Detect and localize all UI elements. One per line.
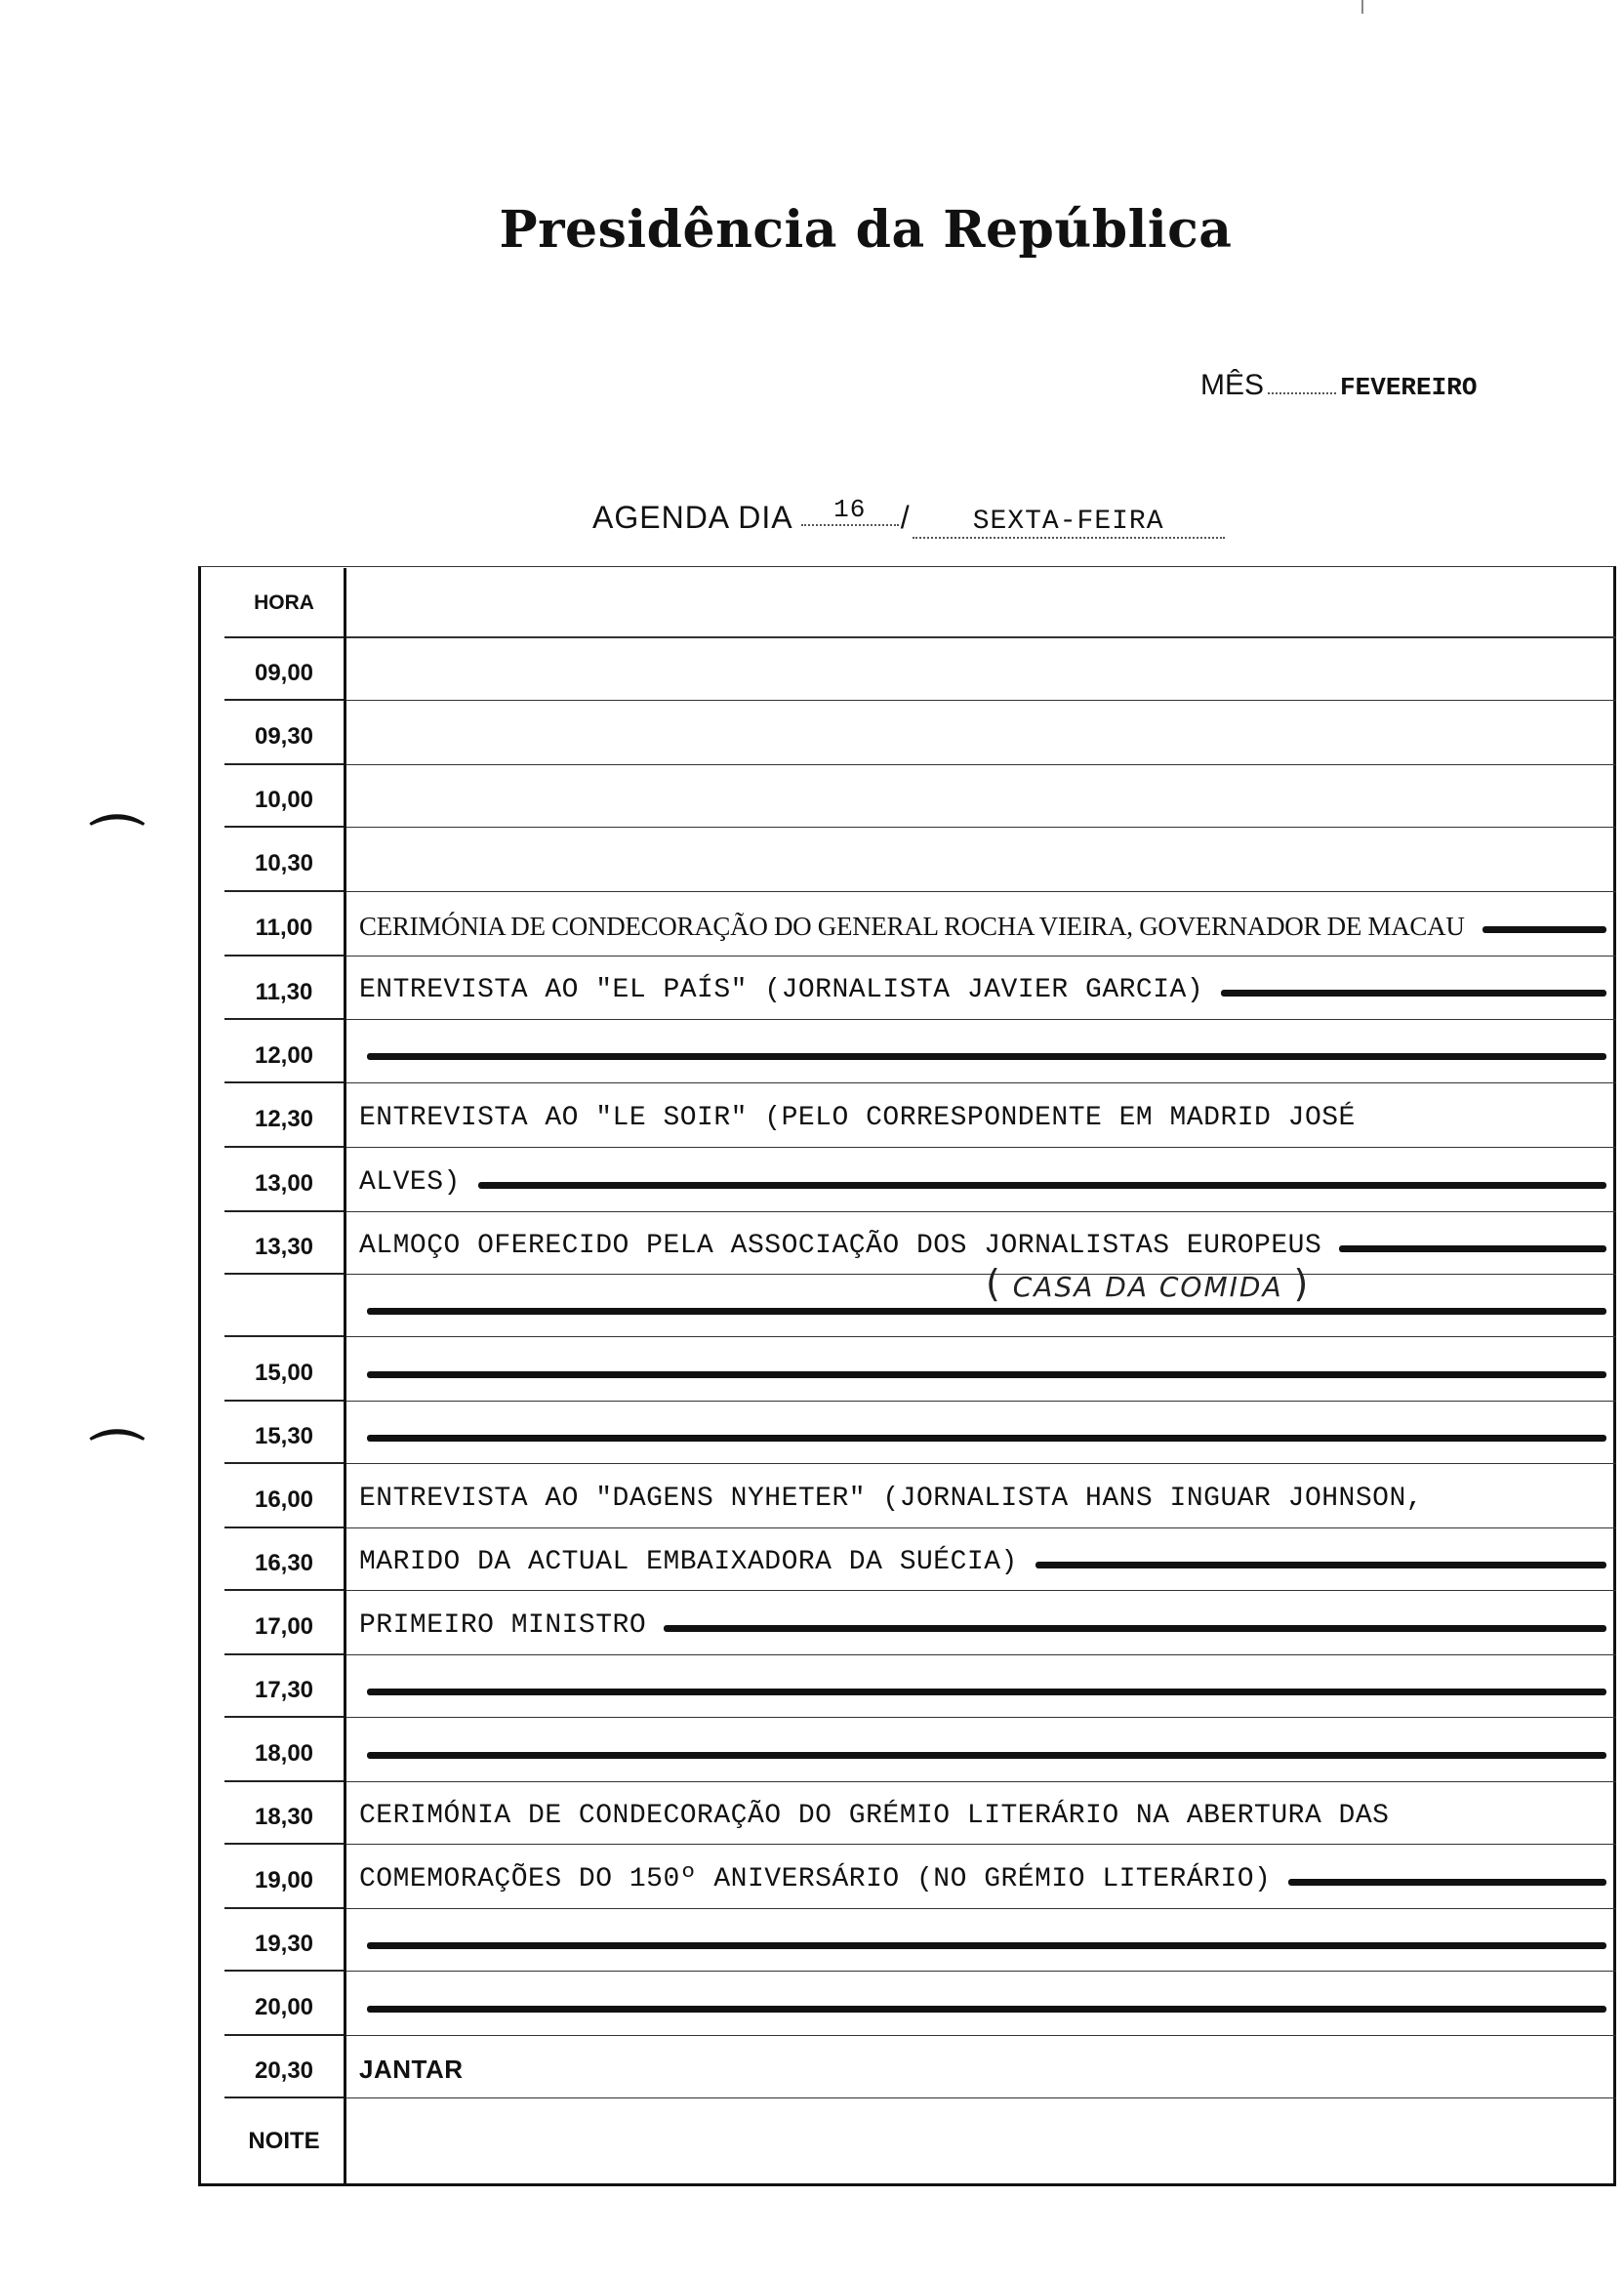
hour-cell: 17,30 bbox=[254, 1677, 314, 1703]
strikethrough-bar bbox=[1288, 1879, 1606, 1886]
agenda-weekday-value: SEXTA-FEIRA bbox=[913, 507, 1225, 539]
month-dotted-line bbox=[1268, 388, 1336, 394]
strikethrough-bar bbox=[478, 1182, 1606, 1189]
entry-cell bbox=[359, 2036, 1606, 2098]
hour-cell: 18,30 bbox=[254, 1804, 314, 1830]
entry-cell bbox=[359, 1212, 1606, 1275]
entry-cell bbox=[359, 1020, 1606, 1083]
binder-hole-mark: ⌒ bbox=[90, 812, 144, 875]
month-label: MÊS bbox=[1200, 369, 1265, 401]
strikethrough-bar bbox=[367, 1371, 1606, 1378]
strikethrough-bar bbox=[367, 2006, 1606, 2013]
entry-text: ENTREVISTA AO "EL PAÍS" (JORNALISTA JAVIER GARCIA) bbox=[359, 975, 1204, 1005]
hour-cell: 18,00 bbox=[254, 1740, 314, 1767]
table-row bbox=[224, 765, 1616, 828]
hour-cell: 13,00 bbox=[254, 1170, 314, 1197]
entry-cell bbox=[359, 1782, 1606, 1845]
page-title: Presidência da República bbox=[499, 200, 1233, 260]
table-row bbox=[224, 1718, 1616, 1782]
handwritten-note: ( CASA DA COMIDA ) bbox=[986, 1262, 1311, 1305]
entry-cell bbox=[359, 957, 1606, 1020]
hour-cell: 09,30 bbox=[254, 723, 314, 750]
table-row bbox=[224, 1212, 1616, 1275]
hour-cell: 16,30 bbox=[254, 1550, 314, 1576]
strikethrough-bar bbox=[1221, 990, 1606, 997]
entry-text: ENTREVISTA AO "DAGENS NYHETER" (JORNALISTA HANS INGUAR JOHNSON, bbox=[359, 1483, 1424, 1514]
entry-cell bbox=[359, 1972, 1606, 2036]
entry-text: ENTREVISTA AO "LE SOIR" (PELO CORRESPONDENTE EM MADRID JOSÉ bbox=[359, 1102, 1356, 1133]
table-row bbox=[224, 1655, 1616, 1718]
hour-cell: 16,00 bbox=[254, 1486, 314, 1513]
table-row bbox=[224, 1402, 1616, 1464]
table-row bbox=[224, 2036, 1616, 2098]
hour-cell: 19,30 bbox=[254, 1931, 314, 1957]
agenda-day-value: 16 bbox=[801, 495, 899, 526]
month-value: FEVEREIRO bbox=[1340, 373, 1478, 402]
table-row bbox=[224, 1845, 1616, 1909]
table-row bbox=[224, 1148, 1616, 1212]
hour-cell: 11,00 bbox=[255, 915, 313, 941]
strikethrough-bar bbox=[367, 1435, 1606, 1442]
table-row bbox=[224, 957, 1616, 1020]
entry-cell bbox=[359, 1718, 1606, 1782]
entry-cell bbox=[359, 1655, 1606, 1718]
strikethrough-bar bbox=[367, 1752, 1606, 1759]
table-row bbox=[224, 1083, 1616, 1148]
entry-text: MARIDO DA ACTUAL EMBAIXADORA DA SUÉCIA) bbox=[359, 1546, 1018, 1577]
table-row bbox=[224, 1591, 1616, 1655]
hour-cell: 15,00 bbox=[254, 1360, 314, 1386]
entry-cell bbox=[359, 1083, 1606, 1148]
table-row bbox=[224, 1528, 1616, 1591]
strikethrough-bar bbox=[1482, 926, 1606, 933]
entry-cell bbox=[359, 1275, 1606, 1337]
entry-cell bbox=[359, 701, 1606, 765]
entry-text: CERIMÓNIA DE CONDECORAÇÃO DO GRÉMIO LITERÁRIO NA ABERTURA DAS bbox=[359, 1800, 1390, 1831]
entry-cell bbox=[359, 1528, 1606, 1591]
table-row bbox=[224, 1909, 1616, 1972]
table-row bbox=[224, 1337, 1616, 1402]
handwritten-note-text: CASA DA COMIDA bbox=[1012, 1271, 1283, 1303]
binder-hole-mark: ⌒ bbox=[90, 1427, 144, 1490]
hour-cell: 15,30 bbox=[254, 1423, 314, 1449]
hour-cell: 10,30 bbox=[254, 850, 314, 876]
table-row bbox=[224, 701, 1616, 765]
hour-cell: NOITE bbox=[248, 2128, 320, 2154]
entry-cell bbox=[359, 638, 1606, 701]
strikethrough-bar bbox=[1035, 1562, 1606, 1568]
table-row bbox=[224, 638, 1616, 701]
hour-cell: 17,00 bbox=[254, 1613, 314, 1640]
hour-cell: 13,30 bbox=[254, 1234, 314, 1260]
strikethrough-bar bbox=[1339, 1245, 1606, 1252]
hour-cell bbox=[224, 1275, 344, 1337]
hour-cell: 11,30 bbox=[255, 978, 313, 1005]
strikethrough-bar bbox=[367, 1308, 1606, 1315]
entry-text: CERIMÓNIA DE CONDECORAÇÃO DO GENERAL ROCHA VIEIRA, GOVERNADOR DE MACAU bbox=[359, 911, 1465, 941]
entry-cell bbox=[359, 1337, 1606, 1402]
entry-cell bbox=[359, 1402, 1606, 1464]
entry-cell bbox=[359, 1909, 1606, 1972]
entry-text: PRIMEIRO MINISTRO bbox=[359, 1609, 647, 1641]
hour-cell: 20,30 bbox=[254, 2057, 314, 2084]
strikethrough-bar bbox=[664, 1625, 1606, 1632]
table-row bbox=[224, 1464, 1616, 1528]
entry-cell bbox=[359, 2098, 1606, 2184]
table-row bbox=[224, 1972, 1616, 2036]
entry-text: COMEMORAÇÕES DO 150º ANIVERSÁRIO (NO GRÉMIO LITERÁRIO) bbox=[359, 1863, 1272, 1894]
hour-cell: 19,00 bbox=[254, 1867, 314, 1893]
entry-cell bbox=[359, 1845, 1606, 1909]
month-field bbox=[1200, 369, 1477, 402]
table-row bbox=[224, 892, 1616, 957]
table-row bbox=[224, 1782, 1616, 1845]
strikethrough-bar bbox=[367, 1942, 1606, 1949]
agenda-label: AGENDA DIA bbox=[592, 500, 792, 535]
strikethrough-bar bbox=[367, 1053, 1606, 1060]
hour-cell: 12,00 bbox=[254, 1041, 314, 1069]
strikethrough-bar bbox=[367, 1689, 1606, 1695]
table-header-row bbox=[224, 568, 1616, 638]
table-row bbox=[224, 828, 1616, 892]
scan-tick-mark bbox=[1361, 0, 1363, 14]
hora-header: HORA bbox=[254, 591, 314, 614]
hour-cell: 10,00 bbox=[254, 787, 314, 813]
entry-cell bbox=[359, 828, 1606, 892]
entry-cell bbox=[359, 1148, 1606, 1212]
hour-cell: 20,00 bbox=[254, 1994, 314, 2020]
entry-cell bbox=[359, 892, 1606, 957]
table-row bbox=[224, 1020, 1616, 1083]
entry-cell bbox=[359, 1591, 1606, 1655]
entry-text: ALMOÇO OFERECIDO PELA ASSOCIAÇÃO DOS JORNALISTAS EUROPEUS bbox=[359, 1230, 1322, 1261]
entry-text: JANTAR bbox=[359, 2054, 464, 2084]
table-row bbox=[224, 2098, 1616, 2184]
entry-cell bbox=[359, 765, 1606, 828]
hour-cell: 12,30 bbox=[254, 1106, 314, 1132]
entry-text: ALVES) bbox=[359, 1166, 461, 1198]
agenda-slash: / bbox=[900, 500, 911, 535]
agenda-day-field bbox=[592, 495, 1225, 539]
entry-cell bbox=[359, 1464, 1606, 1528]
hour-cell: 09,00 bbox=[254, 660, 314, 686]
table-row bbox=[224, 1275, 1616, 1337]
